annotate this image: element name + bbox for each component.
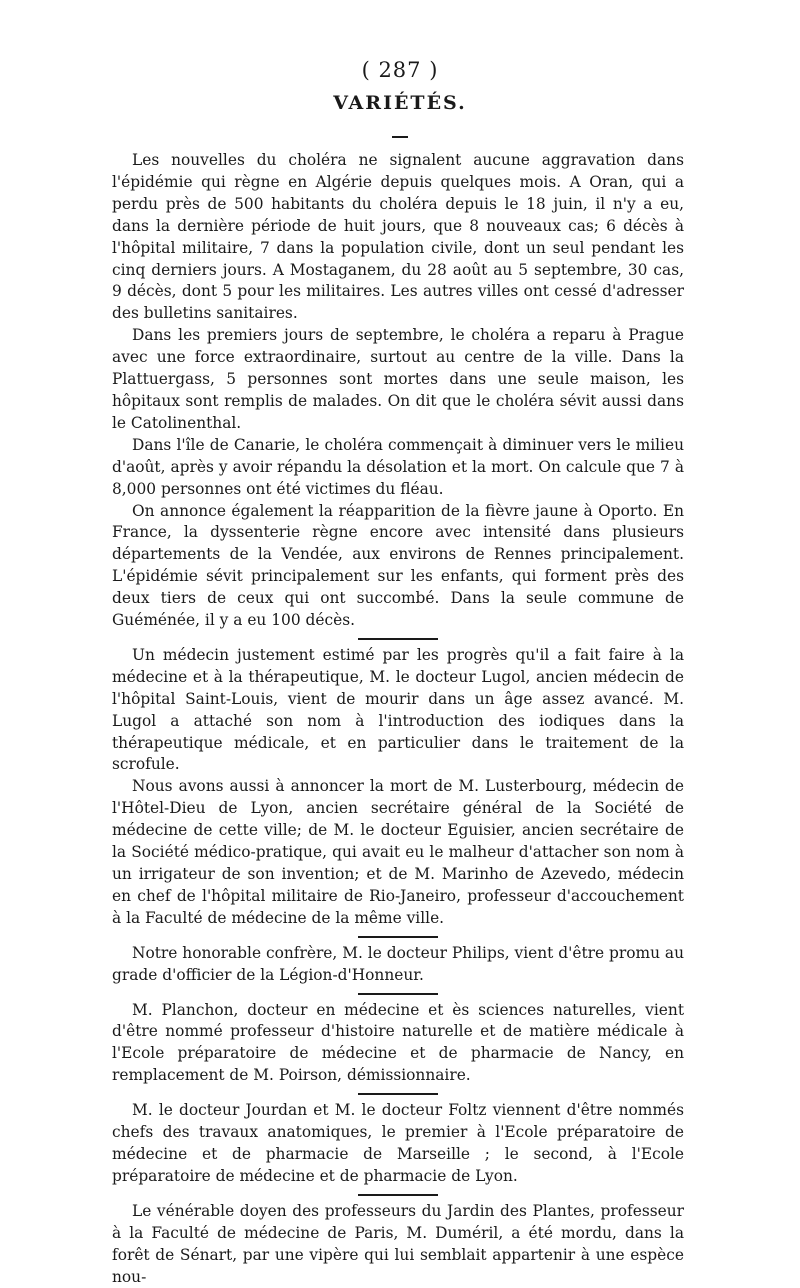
paragraph-deaths: Nous avons aussi à annoncer la mort de M. Lusterbourg, médecin de l'Hôtel-Dieu de Lyon, ancien secrétaire général de la Société de médecine de cette ville; de M. le docteur Eguisier, ancien secrétaire de la Société médico-pratique, qui avait eu le malheur d'attacher son nom à un irrigateur de son invention; et de M. Marinho de Azevedo, médecin en chef de l'hôpital militaire de Rio-Janeiro, professeur d'accouchement à la Faculté de médecine de la même ville. bbox=[112, 777, 684, 927]
paragraph-jourdan-foltz: M. le docteur Jourdan et M. le docteur Foltz viennent d'être nommés chefs des travaux anatomiques, le premier à l'Ecole préparatoire de médecine et de pharmacie de Marseille ; le second, à l'Ecole préparatoire de médecine et de pharmacie de Lyon. bbox=[112, 1101, 684, 1185]
paragraph-cholera-prague: Dans les premiers jours de septembre, le choléra a reparu à Prague avec une force extraordinaire, surtout au centre de la ville. Dans la Plattuergass, 5 personnes sont mortes dans une seule maison, les hôpitaux sont remplis de malades. On dit que le choléra sévit aussi dans le Catolinenthal. bbox=[112, 326, 684, 432]
section-divider bbox=[358, 936, 438, 938]
paragraph-dumeril: Le vénérable doyen des professeurs du Jardin des Plantes, professeur à la Faculté de médecine de Paris, M. Duméril, a été mordu, dans la forêt de Sénart, par une vipère qui lui semblait appartenir à une espèce nou- bbox=[112, 1201, 684, 1286]
section-title: VARIÉTÉS. bbox=[333, 92, 467, 114]
title-dash bbox=[392, 136, 408, 138]
article-body bbox=[112, 150, 684, 1288]
section-divider bbox=[358, 638, 438, 640]
page-number: ( 287 ) bbox=[361, 58, 439, 82]
paragraph-lugol: Un médecin justement estimé par les progrès qu'il a fait faire à la médecine et à la thérapeutique, M. le docteur Lugol, ancien médecin de l'hôpital Saint-Louis, vient de mourir dans un âge assez avancé. M. Lugol a attaché son nom à l'introduction des iodiques dans la thérapeutique médicale, et en particulier dans le traitement de la scrofule. bbox=[112, 645, 684, 774]
paragraph-philips: Notre honorable confrère, M. le docteur Philips, vient d'être promu au grade d'officier de la Légion-d'Honneur. bbox=[112, 943, 684, 984]
section-divider bbox=[358, 1194, 438, 1196]
section-divider bbox=[358, 1093, 438, 1095]
paragraph-cholera-algerie: Les nouvelles du choléra ne signalent aucune aggravation dans l'épidémie qui règne en Algérie depuis quelques mois. A Oran, qui a perdu près de 500 habitants du choléra depuis le 18 juin, il n'y a eu, dans la dernière période de huit jours, que 8 nouveaux cas; 6 décès à l'hôpital militaire, 7 dans la population civile, dont un seul pendant les cinq derniers jours. A Mostaganem, du 28 août au 5 septembre, 30 cas, 9 décès, dont 5 pour les militaires. Les autres villes ont cessé d'adresser des bulletins sanitaires. bbox=[112, 151, 684, 323]
page-header bbox=[0, 58, 800, 138]
section-divider bbox=[358, 993, 438, 995]
paragraph-fievre-jaune: On annonce également la réapparition de la fièvre jaune à Oporto. En France, la dyssenterie règne encore avec intensité dans plusieurs départements de la Vendée, aux environs de Rennes principalement. L'épidémie sévit principalement sur les enfants, qui forment près des deux tiers de ceux qui ont succombé. Dans la seule commune de Guéménée, il y a eu 100 décès. bbox=[112, 501, 684, 630]
paragraph-planchon: M. Planchon, docteur en médecine et ès sciences naturelles, vient d'être nommé professeur d'histoire naturelle et de matière médicale à l'Ecole préparatoire de médecine et de pharmacie de Nancy, en remplacement de M. Poirson, démissionnaire. bbox=[112, 1000, 684, 1085]
paragraph-cholera-canarie: Dans l'île de Canarie, le choléra commençait à diminuer vers le milieu d'août, après y avoir répandu la désolation et la mort. On calcule que 7 à 8,000 personnes ont été victimes du fléau. bbox=[112, 435, 684, 498]
